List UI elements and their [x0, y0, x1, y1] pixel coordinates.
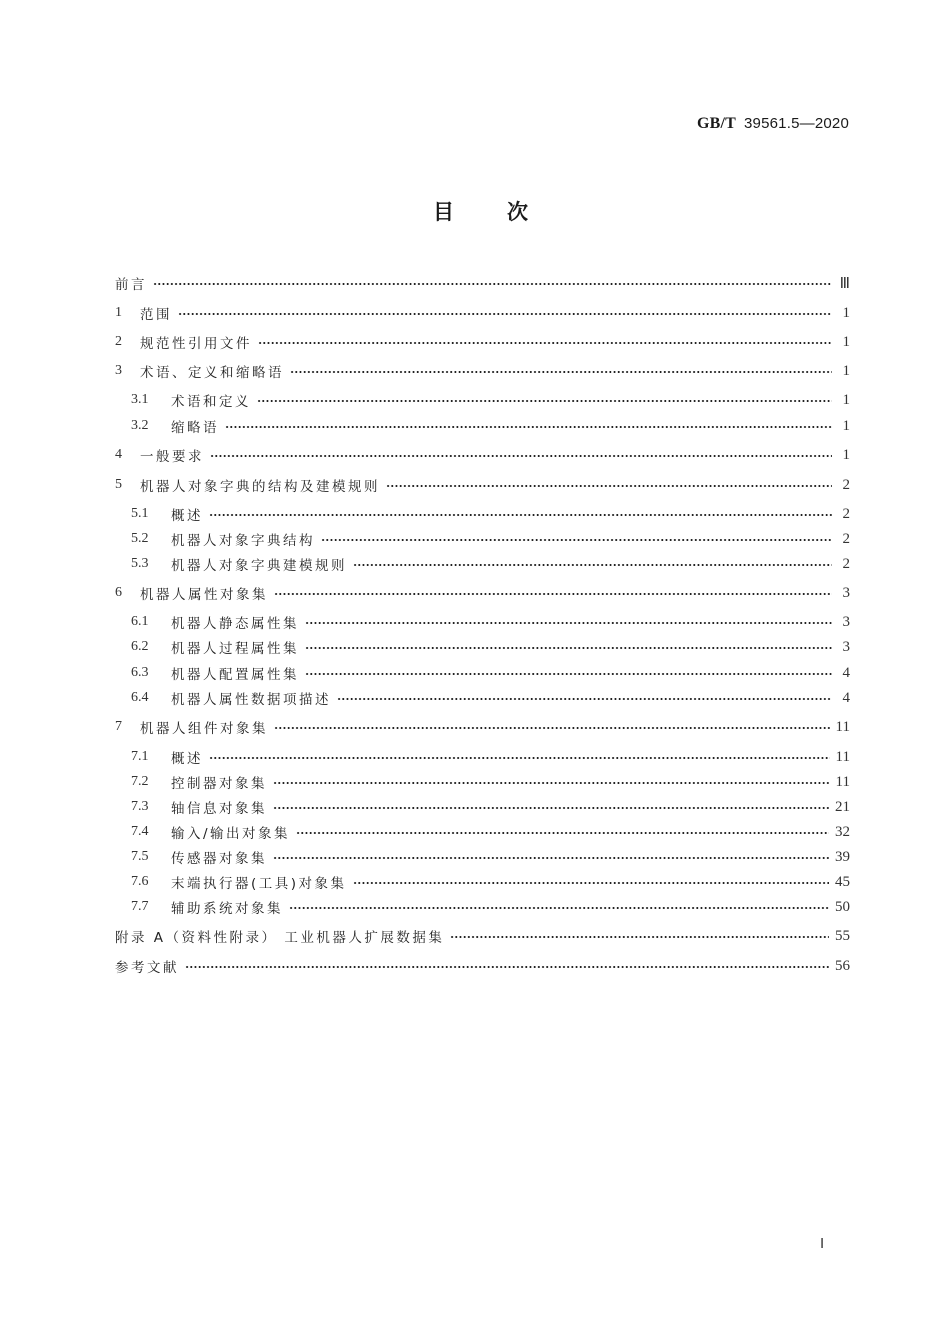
toc-number: 7.1 [131, 749, 149, 764]
toc-number: 7.5 [131, 849, 149, 864]
toc-page-number: 4 [842, 664, 850, 681]
toc-page-number: 11 [835, 773, 850, 790]
toc-entry-7-5[interactable] [131, 846, 850, 868]
toc-leader-dots [337, 687, 832, 709]
toc-page-number: 4 [842, 689, 850, 706]
toc-label: 机器人对象字典的结构及建模规则 [140, 479, 380, 495]
toc-entry-7-3[interactable] [131, 796, 850, 818]
toc-leader-dots [185, 955, 829, 977]
toc-entry-3[interactable] [115, 360, 850, 382]
toc-page-number: 1 [842, 333, 850, 350]
toc-number: 5.2 [131, 531, 149, 546]
toc-number: 6.4 [131, 690, 149, 705]
toc-number: 5.3 [131, 556, 149, 571]
toc-label: 机器人组件对象集 [140, 721, 268, 737]
toc-label: 机器人属性数据项描述 [171, 692, 331, 708]
toc-leader-dots [296, 821, 829, 843]
toc-leader-dots [153, 272, 832, 294]
toc-entry-5-3[interactable] [131, 553, 850, 575]
toc-entry-6-2[interactable] [131, 636, 850, 658]
toc-label: 输入/输出对象集 [171, 826, 291, 842]
toc-leader-dots [274, 582, 832, 604]
toc-number: 5 [115, 477, 122, 492]
toc-label: 术语和定义 [171, 394, 251, 410]
toc-label: 机器人过程属性集 [171, 641, 299, 657]
toc-entry-5-1[interactable] [131, 503, 850, 525]
toc-label: 机器人配置属性集 [171, 667, 299, 683]
toc-entry-3-2[interactable] [131, 415, 850, 437]
toc-label: 辅助系统对象集 [171, 901, 283, 917]
toc-page-number: 1 [842, 417, 850, 434]
toc-leader-dots [225, 415, 832, 437]
toc-label: 缩略语 [171, 420, 219, 436]
toc-page-number: 11 [835, 718, 850, 735]
toc-number: 6.3 [131, 665, 149, 680]
toc-entry-4[interactable] [115, 444, 850, 466]
toc-entry-5[interactable] [115, 474, 850, 496]
toc-entry-6-1[interactable] [131, 611, 850, 633]
toc-leader-dots [258, 331, 832, 353]
toc-page-number: 2 [842, 555, 850, 572]
toc-label: 末端执行器(工具)对象集 [171, 876, 347, 892]
toc-page-number: 1 [842, 446, 850, 463]
toc-page-number: 2 [842, 505, 850, 522]
toc-number: 7.2 [131, 774, 149, 789]
toc-page-number: 39 [835, 848, 850, 865]
toc-leader-dots [257, 389, 832, 411]
toc-leader-dots [353, 871, 829, 893]
toc-leader-dots [273, 796, 829, 818]
toc-number: 4 [115, 447, 122, 462]
toc-leader-dots [178, 302, 832, 324]
toc-page-number: 11 [835, 748, 850, 765]
toc-entry-7-7[interactable] [131, 896, 850, 918]
toc-leader-dots [386, 474, 832, 496]
toc-entry-6-4[interactable] [131, 687, 850, 709]
toc-leader-dots [305, 611, 832, 633]
toc-page-number: 2 [842, 530, 850, 547]
toc-number: 6 [115, 585, 122, 600]
toc-entry-foreword[interactable] [115, 272, 850, 294]
toc-label: 概述 [171, 508, 203, 524]
toc-number: 3.2 [131, 418, 149, 433]
toc-page-number: 45 [835, 873, 850, 890]
toc-page-number: Ⅲ [839, 275, 850, 292]
toc-entry-2[interactable] [115, 331, 850, 353]
toc-page-number: 3 [842, 584, 850, 601]
toc-label: 轴信息对象集 [171, 801, 267, 817]
toc-number: 1 [115, 305, 122, 320]
toc-leader-dots [209, 503, 832, 525]
toc-page-number: 3 [842, 638, 850, 655]
toc-leader-dots [450, 925, 829, 947]
toc-entry-7-1[interactable] [131, 746, 850, 768]
toc-number: 3 [115, 363, 122, 378]
toc-label: 一般要求 [140, 449, 204, 465]
toc-number: 3.1 [131, 392, 149, 407]
toc-number: 6.2 [131, 639, 149, 654]
toc-page-number: 50 [835, 898, 850, 915]
toc-number: 7.3 [131, 799, 149, 814]
toc-label: 机器人对象字典结构 [171, 533, 315, 549]
toc-label: 参考文献 [115, 960, 179, 976]
toc-leader-dots [321, 528, 832, 550]
toc-leader-dots [305, 662, 832, 684]
toc-page-number: 21 [835, 798, 850, 815]
toc-page-number: 55 [835, 927, 850, 944]
standard-code [697, 114, 849, 133]
toc-label: 机器人对象字典建模规则 [171, 558, 347, 574]
toc-leader-dots [353, 553, 832, 575]
title-char-1: 目 [433, 200, 454, 224]
toc-entry-1[interactable] [115, 302, 850, 324]
toc-entry-bibliography[interactable] [115, 955, 850, 977]
toc-leader-dots [274, 716, 830, 738]
title-char-2: 次 [507, 200, 528, 224]
toc-label: 附录 A（资料性附录） 工业机器人扩展数据集 [115, 930, 445, 946]
toc-page-number: 56 [835, 957, 850, 974]
toc-number: 7 [115, 719, 122, 734]
toc-entry-7-4[interactable] [131, 821, 850, 843]
toc-entry-6[interactable] [115, 582, 850, 604]
toc-label: 规范性引用文件 [140, 336, 252, 352]
toc-entry-7[interactable] [115, 716, 850, 738]
toc-number: 7.7 [131, 899, 149, 914]
toc-number: 7.6 [131, 874, 149, 889]
toc-page-number: 32 [835, 823, 850, 840]
toc-number: 2 [115, 334, 122, 349]
standard-number: 39561.5—2020 [744, 115, 849, 132]
toc-entry-7-2[interactable] [131, 771, 850, 793]
toc-page-number: 1 [842, 362, 850, 379]
toc-page-number: 3 [842, 613, 850, 630]
toc-leader-dots [209, 746, 830, 768]
toc-page-number: 1 [842, 391, 850, 408]
toc-leader-dots [210, 444, 832, 466]
toc-page-number: 1 [842, 304, 850, 321]
toc-entry-6-3[interactable] [131, 662, 850, 684]
toc-label: 术语、定义和缩略语 [140, 365, 284, 381]
toc-number: 7.4 [131, 824, 149, 839]
toc-leader-dots [273, 771, 830, 793]
standard-prefix: GB/T [696, 115, 736, 132]
toc-leader-dots [305, 636, 832, 658]
toc-leader-dots [289, 896, 829, 918]
toc-label: 前言 [115, 277, 147, 293]
page-number: Ⅰ [820, 1237, 825, 1252]
toc-number: 6.1 [131, 614, 149, 629]
toc-entry-7-6[interactable] [131, 871, 850, 893]
toc-entry-annex-a[interactable] [115, 925, 850, 947]
toc-label: 控制器对象集 [171, 776, 267, 792]
toc-label: 范围 [140, 307, 172, 323]
toc-label: 传感器对象集 [171, 851, 267, 867]
toc-label: 机器人属性对象集 [140, 587, 268, 603]
toc-entry-3-1[interactable] [131, 389, 850, 411]
toc-leader-dots [273, 846, 829, 868]
toc-number: 5.1 [131, 506, 149, 521]
toc-label: 机器人静态属性集 [171, 616, 299, 632]
toc-label: 概述 [171, 751, 203, 767]
toc-page-number: 2 [842, 476, 850, 493]
toc-entry-5-2[interactable] [131, 528, 850, 550]
toc-leader-dots [290, 360, 832, 382]
